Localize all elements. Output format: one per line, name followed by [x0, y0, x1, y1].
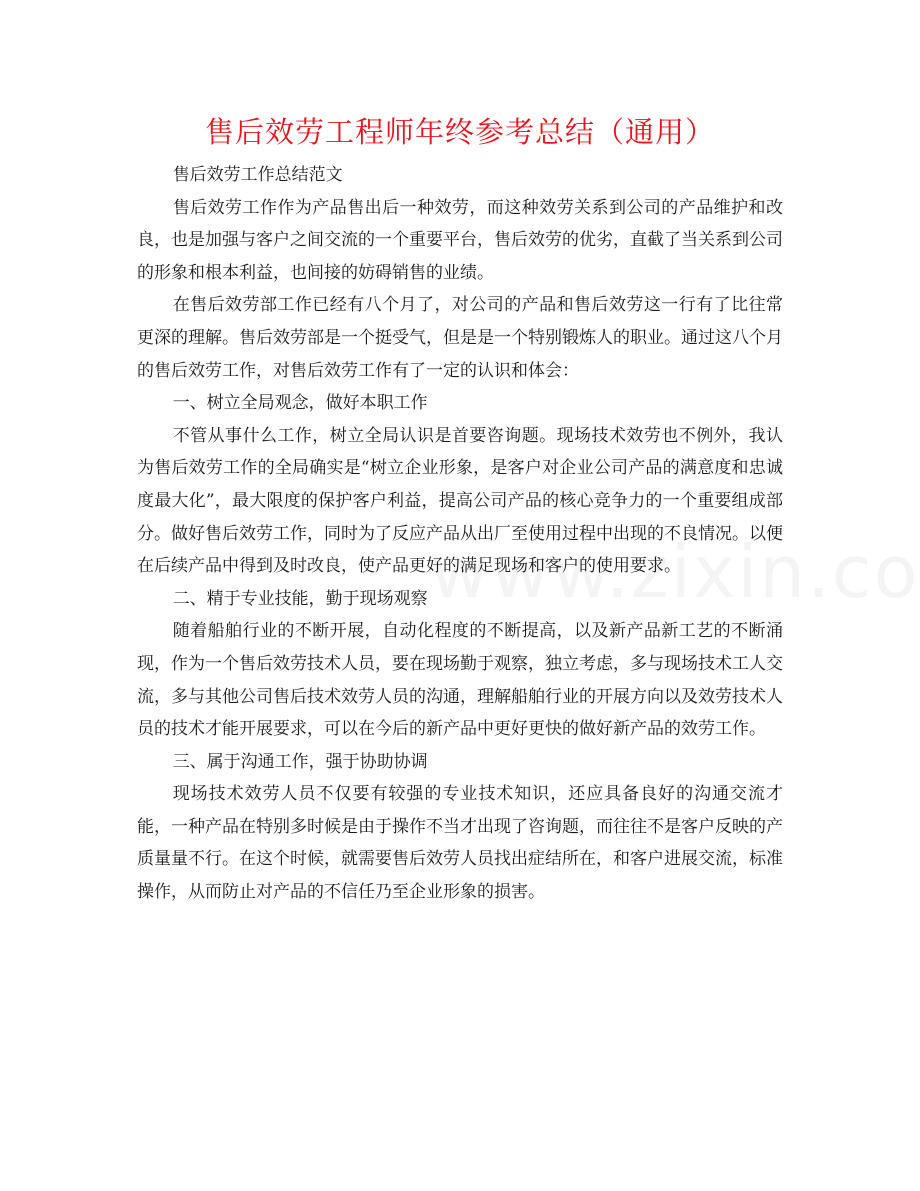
section-body-2: 随着船舶行业的不断开展，自动化程度的不断提高，以及新产品新工艺的不断涌现，作为一个售后效劳技术人员，要在现场勤于观察，独立考虑，多与现场技术工人交流，多与其他公司售后技术效劳人员的沟通，理解船舶行业的开展方向以及效劳技术人员的技术才能开展要求，可以在今后的新产品中更好更快的做好新产品的效劳工作。: [137, 621, 783, 740]
section-heading-3: 三、属于沟通工作，强于协助协调: [172, 751, 428, 772]
document-title: 售后效劳工程师年终参考总结（通用）: [204, 115, 715, 149]
document-body: [137, 159, 783, 909]
subtitle-paragraph: 售后效劳工作总结范文: [172, 165, 343, 185]
experience-paragraph: 在售后效劳部工作已经有八个月了，对公司的产品和售后效劳这一行有了比往常更深的理解。售后效劳部是一个挺受气，但是是一个特别锻炼人的职业。通过这八个月的售后效劳工作，对售后效劳工作有了一定的认识和体会：: [137, 295, 783, 381]
section-heading-1: 一、树立全局观念，做好本职工作: [172, 393, 428, 414]
section-heading-2: 二、精于专业技能，勤于现场观察: [172, 588, 428, 609]
intro-paragraph: 售后效劳工作作为产品售出后一种效劳，而这种效劳关系到公司的产品维护和改良，也是加强与客户之间交流的一个重要平台，售后效劳的优劣，直截了当关系到公司的形象和根本利益，也间接的妨碍销售的业绩。: [137, 197, 783, 283]
section-body-3: 现场技术效劳人员不仅要有较强的专业技术知识，还应具备良好的沟通交流才能，一种产品在特别多时候是由于操作不当才出现了咨询题，而往往不是客户反映的产质量量不行。在这个时候，就需要售后效劳人员找出症结所在，和客户进展交流，标准操作，从而防止对产品的不信任乃至企业形象的损害。: [137, 784, 783, 903]
section-body-1: 不管从事什么工作，树立全局认识是首要咨询题。现场技术效劳也不例外，我认为售后效劳工作的全局确实是“树立企业形象，是客户对企业公司产品的满意度和忠诚度最大化”，最大限度的保护客户利益，提高公司产品的核心竞争力的一个重要组成部分。做好售后效劳工作，同时为了反应产品从出厂至使用过程中出现的不良情况。以便在后续产品中得到及时改良，使产品更好的满足现场和客户的使用要求。: [137, 425, 783, 577]
